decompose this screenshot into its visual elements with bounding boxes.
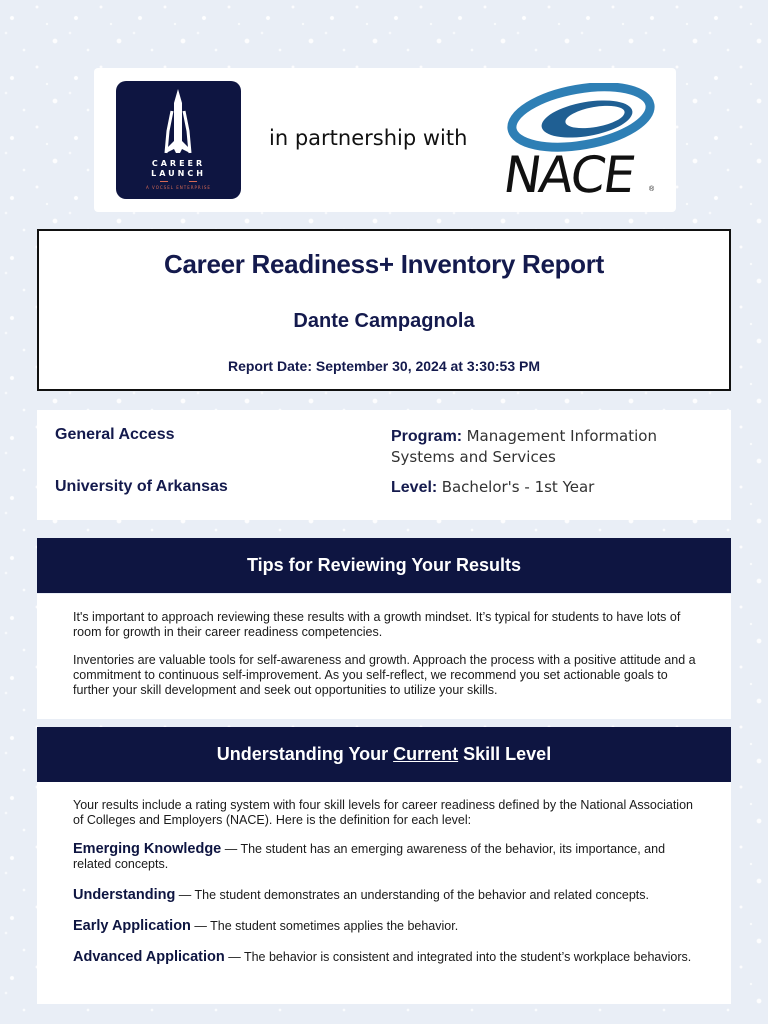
report-title-box bbox=[37, 229, 731, 391]
report-date: Report Date: September 30, 2024 at 3:30:53 PM bbox=[227, 358, 540, 374]
skill-level-definition: — The student has an emerging awareness of the behavior, its importance, and related concepts. bbox=[73, 842, 666, 871]
understanding-heading-pre: Understanding Your bbox=[216, 744, 394, 764]
skill-level-item bbox=[73, 842, 703, 872]
student-name: Dante Campagnola bbox=[293, 310, 475, 332]
access-type: General Access bbox=[55, 426, 175, 443]
tips-heading: Tips for Reviewing Your Results bbox=[37, 538, 731, 593]
skill-level-item bbox=[73, 950, 703, 965]
skill-level-definition: — The behavior is consistent and integrated into the student’s workplace behaviors. bbox=[224, 950, 692, 964]
career-launch-tagline: A VOCSEL ENTERPRISE bbox=[146, 185, 211, 190]
university-name: University of Arkansas bbox=[55, 478, 228, 495]
skill-levels-intro: Your results include a rating system with four skill levels for career readiness defined by the National Association of Colleges and Employers (NACE). Here is the definition for each level: bbox=[73, 798, 693, 827]
program-value: Management Information Systems and Services bbox=[391, 427, 657, 466]
tips-card bbox=[37, 594, 731, 719]
skill-level-item bbox=[73, 919, 703, 934]
skill-level-definition: — The student demonstrates an understanding of the behavior and related concepts. bbox=[175, 888, 650, 902]
level-info bbox=[391, 478, 594, 497]
career-launch-line1: CAREER bbox=[151, 159, 206, 168]
student-info-card bbox=[37, 410, 731, 520]
career-launch-line2: LAUNCH bbox=[151, 169, 206, 178]
tips-paragraph-2: Inventories are valuable tools for self-awareness and growth. Approach the process with a positive attitude and a commitment to continuous self-improvement. As you self-reflect, we recommend you set actionable goals to further your skill development and seek out opportunities to utilize your skills. bbox=[73, 653, 696, 697]
level-label: Level: bbox=[391, 479, 438, 496]
logo-header bbox=[94, 68, 676, 212]
program-info bbox=[391, 426, 711, 468]
career-launch-logo bbox=[116, 81, 241, 199]
understanding-heading-post: Skill Level bbox=[458, 744, 552, 764]
rocket-icon bbox=[116, 81, 241, 199]
report-title: Career Readiness+ Inventory Report bbox=[164, 249, 604, 279]
skill-level-definition: — The student sometimes applies the behavior. bbox=[190, 919, 459, 933]
skill-level-term: Understanding bbox=[73, 887, 176, 903]
understanding-heading-underlined: Current bbox=[393, 744, 459, 764]
skill-levels-card bbox=[37, 782, 731, 1004]
level-value: Bachelor's - 1st Year bbox=[441, 478, 595, 496]
skill-level-term: Early Application bbox=[73, 918, 191, 934]
skill-level-item bbox=[73, 888, 703, 903]
partnership-text: in partnership with bbox=[269, 126, 468, 150]
tips-paragraph-1: It's important to approach reviewing these results with a growth mindset. It’s typical for students to have lots of room for growth in their career readiness competencies. bbox=[73, 610, 681, 639]
nace-wordmark: NACE bbox=[499, 146, 638, 204]
skill-level-term: Emerging Knowledge bbox=[73, 841, 222, 857]
nace-registered-mark: ® bbox=[649, 186, 655, 193]
skill-level-term: Advanced Application bbox=[73, 949, 225, 965]
program-label: Program: bbox=[391, 428, 463, 445]
understanding-heading bbox=[37, 727, 731, 782]
